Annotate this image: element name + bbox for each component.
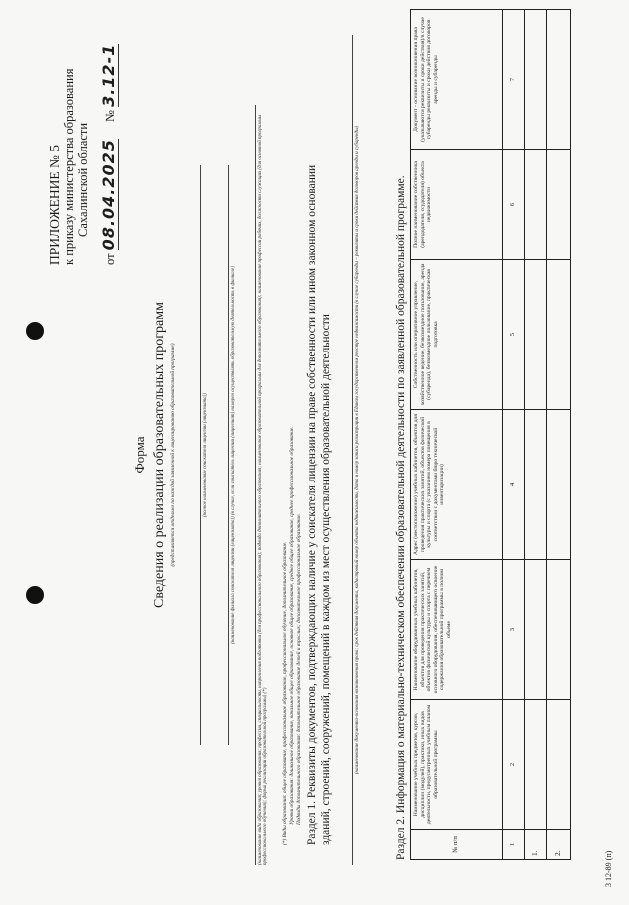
table-cell bbox=[547, 700, 571, 830]
table-cell bbox=[525, 260, 547, 410]
note-kinds: (*) Виды образования: общее образование, профессиональное образование, профессиональное обучение, дополнительное образование. bbox=[282, 541, 288, 845]
table-header-row bbox=[411, 10, 503, 860]
header-cell-owner: Полное наименование собственника (арендодателя, ссудодателя) объекта недвижимости bbox=[411, 150, 503, 260]
date-value: 08.04.2025 bbox=[99, 139, 118, 251]
section1-heading-line1: Раздел 1. Реквизиты документов, подтверждающих наличие у соискателя лицензии на праве собственности или ином законном основании bbox=[306, 164, 318, 845]
header-cell-ownership: Собственность или оперативное управление, хозяйственное ведение, безвозмездное пользование, аренда (субаренда), безвозмездное пользование, практическая подготовка bbox=[411, 260, 503, 410]
note-levels: Уровни образования: дошкольное образование, начальное общее образование, основное общее образование, среднее общее образование, среднее профессиональное образование. bbox=[289, 426, 295, 825]
page-title: Сведения о реализации образовательных программ bbox=[152, 302, 167, 608]
program-caption: (наименование вида образования; уровня образования; профессии, специальности, направления подготовки (для профессионального образования); подвида дополнительного образования; наименование образовательной программы для дополнительного образования); наименование профессии рабочих, должности служащих (для основной программы профессионального обучения); форма реализации образовательной программы) (*) bbox=[258, 114, 268, 865]
section2-heading: Раздел 2. Информация о материально-техническом обеспечении образовательной деятельности по заявленной образовательной программе. bbox=[395, 175, 407, 860]
number-value: 3.12-1 bbox=[99, 43, 118, 107]
binder-hole-mark bbox=[26, 586, 44, 604]
table-cell bbox=[547, 260, 571, 410]
applicant-caption: (полное наименование соискателя лицензии (лицензиата)) bbox=[203, 393, 208, 517]
table-row bbox=[525, 10, 547, 860]
column-number: 7 bbox=[503, 10, 525, 150]
table-cell bbox=[525, 560, 547, 700]
column-number: 3 bbox=[503, 560, 525, 700]
footer-code: 3 12-89 (п) bbox=[604, 850, 613, 887]
applicant-line bbox=[200, 165, 201, 745]
column-number: 5 bbox=[503, 260, 525, 410]
page-subtitle: (представляется отдельно по каждой заявленной к лицензированию образовательной программе) bbox=[170, 343, 176, 567]
table-cell bbox=[525, 410, 547, 560]
table-cell bbox=[525, 700, 547, 830]
date-prefix: от bbox=[103, 253, 117, 265]
appendix-block bbox=[48, 25, 117, 265]
branch-line bbox=[228, 165, 229, 745]
header-cell-rooms: Наименование оборудованных учебных кабинетов, объектов для проведения практических занятий, объектов физической культуры и спорта с перечнем основного оборудования, обеспечивающего освоение содержания образовательной программы в полном объеме bbox=[411, 560, 503, 700]
header-cell-num: № п/п bbox=[411, 830, 503, 860]
binder-hole-mark bbox=[26, 322, 44, 340]
table-cell bbox=[547, 150, 571, 260]
appendix-number: ПРИЛОЖЕНИЕ № 5 bbox=[47, 144, 62, 265]
form-label: Форма bbox=[132, 436, 147, 474]
row-number: 2. bbox=[547, 830, 571, 860]
header-cell-subjects: Наименование учебных предметов, курсов, дисциплин (модулей), практики, иных видов деятельности, предусмотренных учебным планом образовательной программы bbox=[411, 700, 503, 830]
table-cell bbox=[547, 10, 571, 150]
header-cell-address: Адрес (местоположение) учебных кабинетов, объектов для проведения практических занятий, объектов физической культуры и спорта (с указанием номера помещения в соответствии с документами бюро технической инвентаризации) bbox=[411, 410, 503, 560]
table-number-row bbox=[503, 10, 525, 860]
column-number: 4 bbox=[503, 410, 525, 560]
program-line bbox=[255, 105, 256, 865]
column-number: 6 bbox=[503, 150, 525, 260]
table-cell bbox=[547, 410, 571, 560]
table-cell bbox=[525, 150, 547, 260]
region-line: Сахалинской области bbox=[76, 122, 90, 237]
table-cell bbox=[525, 10, 547, 150]
table-row bbox=[547, 10, 571, 860]
number-prefix: № bbox=[103, 110, 117, 122]
column-number: 2 bbox=[503, 700, 525, 830]
documents-line bbox=[352, 35, 353, 865]
documents-caption: (наименование документа-основания возникновения права; срок действия документа, кадастровый номер объекта недвижимости, дата и номер записи регистрации в Едином государственном реестре недвижимости (в случае субаренды – реквизиты и сроки действия договоров аренды и субаренды) bbox=[355, 125, 360, 775]
section1-heading-line2: зданий, строений, сооружений, помещений в каждом из мест осуществления образовательной деятельности bbox=[320, 314, 332, 845]
table-cell bbox=[547, 560, 571, 700]
note-subtypes: Подвиды дополнительного образования: дополнительное образование детей и взрослых; дополнительное профессиональное образование. bbox=[296, 513, 302, 825]
equipment-table bbox=[410, 9, 571, 860]
date-number-line bbox=[99, 25, 118, 265]
branch-caption: (наименование филиала соискателя лицензии (лицензиата)) (в случае, если соискатель лицензии (лицензиат) намерен осуществлять образовательную деятельность в филиале) bbox=[231, 266, 236, 644]
column-number: 1 bbox=[503, 830, 525, 860]
order-line: к приказу министерства образования bbox=[62, 68, 76, 265]
header-cell-document: Документ - основание возникновения права (указываются реквизиты и сроки действия)/в случае субаренды реквизиты и сроки действия договоров аренды и субаренды bbox=[411, 10, 503, 150]
row-number: 1. bbox=[525, 830, 547, 860]
